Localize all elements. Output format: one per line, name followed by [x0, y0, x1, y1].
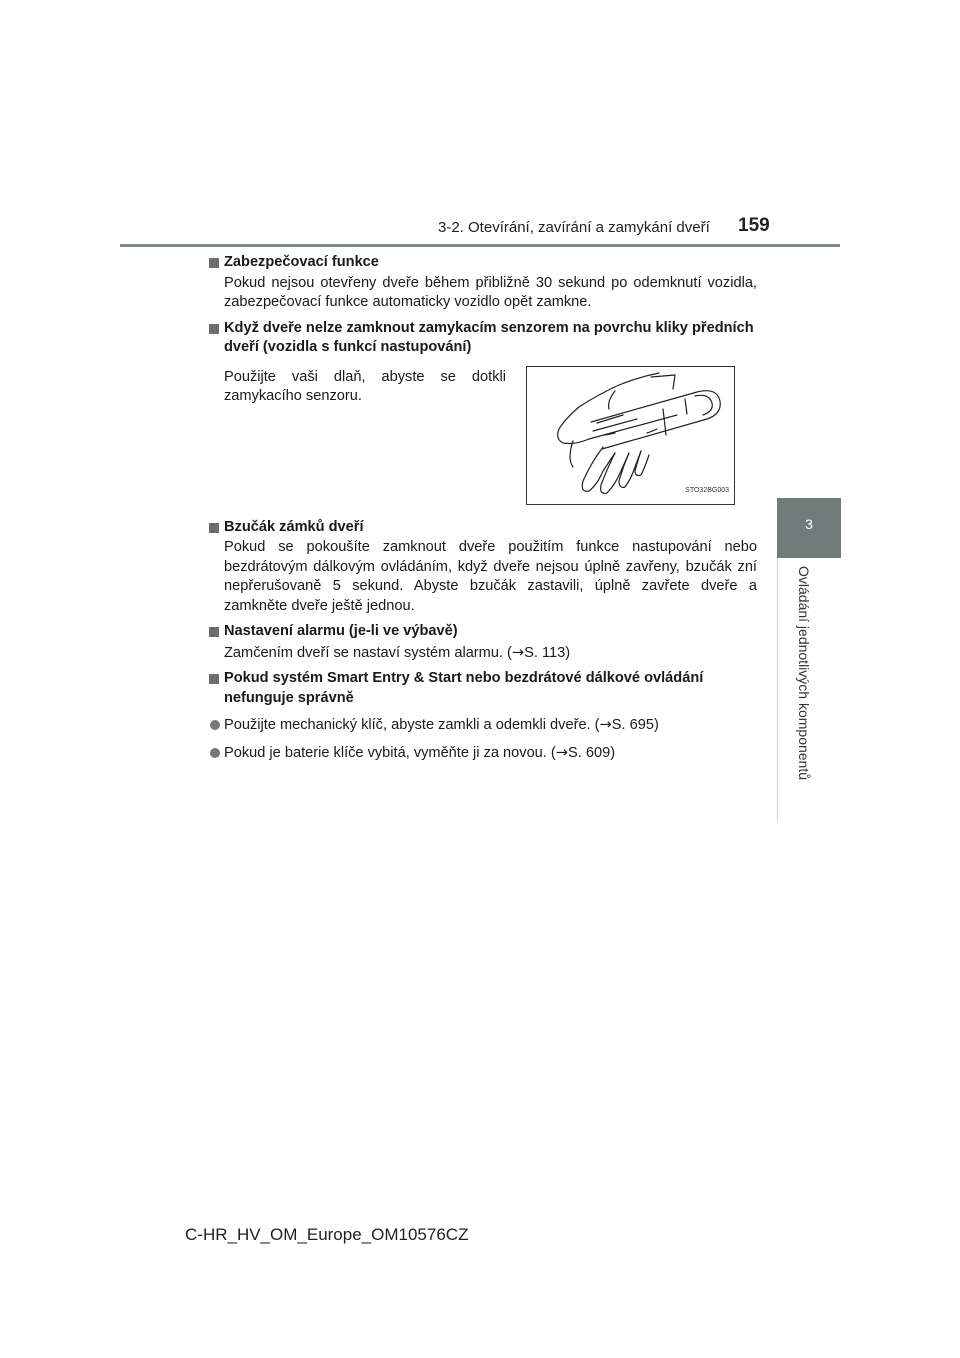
- chapter-tab: [777, 498, 841, 558]
- arrow-right-icon: →: [555, 743, 568, 761]
- section-title: Nastavení alarmu (je-li ve výbavě): [209, 622, 757, 642]
- circle-bullet-icon: [210, 748, 220, 758]
- section-text: Pokud nejsou otevřeny dveře během přibližně 30 sekund po odemknutí vozidla, zabezpečovací funkce automaticky vozidlo opět zamkne.: [224, 274, 757, 310]
- arrow-right-icon: →: [599, 716, 612, 733]
- figure-row: [209, 362, 757, 512]
- square-bullet-icon: [209, 674, 219, 684]
- section-text: Pokud se pokoušíte zamknout dveře použitím funkce nastupování nebo bezdrátovým dálkovým ovládáním, když dveře nejsou úplně zavřeny, bzučák zní nepřerušovaně 5 sekund. Abyste bzučák zastavili, úplně zavřete dveře a zamkněte dveře ještě jednou.: [224, 539, 757, 614]
- page-reference: S. 609): [568, 744, 616, 761]
- circle-bullet-icon: [210, 720, 220, 730]
- section-title: Když dveře nelze zamknout zamykacím senzorem na povrchu kliky předních dveří (vozidla s funkcí nastupování): [209, 319, 757, 358]
- header-divider: [120, 244, 840, 247]
- document-id: C-HR_HV_OM_Europe_OM10576CZ: [185, 1225, 469, 1244]
- section-title: Zabezpečovací funkce: [209, 253, 757, 273]
- arrow-right-icon: →: [511, 643, 525, 661]
- door-handle-illustration: [526, 366, 735, 505]
- bullet-item: Použijte mechanický klíč, abyste zamkli a odemkli dveře. (→S. 695): [209, 715, 757, 736]
- square-bullet-icon: [209, 258, 219, 268]
- square-bullet-icon: [209, 523, 219, 533]
- page-reference: S. 695): [611, 717, 659, 733]
- figure-code: STO32BG003: [685, 487, 729, 494]
- main-content: [209, 253, 757, 763]
- square-bullet-icon: [209, 627, 219, 637]
- section-title: Pokud systém Smart Entry & Start nebo bezdrátové dálkové ovládání nefunguje správně: [209, 669, 757, 708]
- section-title: Bzučák zámků dveří: [209, 518, 757, 538]
- square-bullet-icon: [209, 324, 219, 334]
- chapter-number: 3: [805, 516, 813, 532]
- page-reference: S. 113): [524, 644, 571, 661]
- bullet-item: Pokud je baterie klíče vybitá, vyměňte ji za novou. (→S. 609): [209, 743, 757, 764]
- chapter-label: Ovládání jednotlivých komponentů: [796, 566, 812, 781]
- page-number: 159: [738, 215, 770, 236]
- section-text: Použijte vaši dlaň, abyste se dotkli zamykacího senzoru.: [224, 368, 506, 404]
- header-section-title: 3-2. Otevírání, zavírání a zamykání dveří: [438, 219, 710, 236]
- section-text: Zamčením dveří se nastaví systém alarmu. (→S. 113): [224, 643, 571, 661]
